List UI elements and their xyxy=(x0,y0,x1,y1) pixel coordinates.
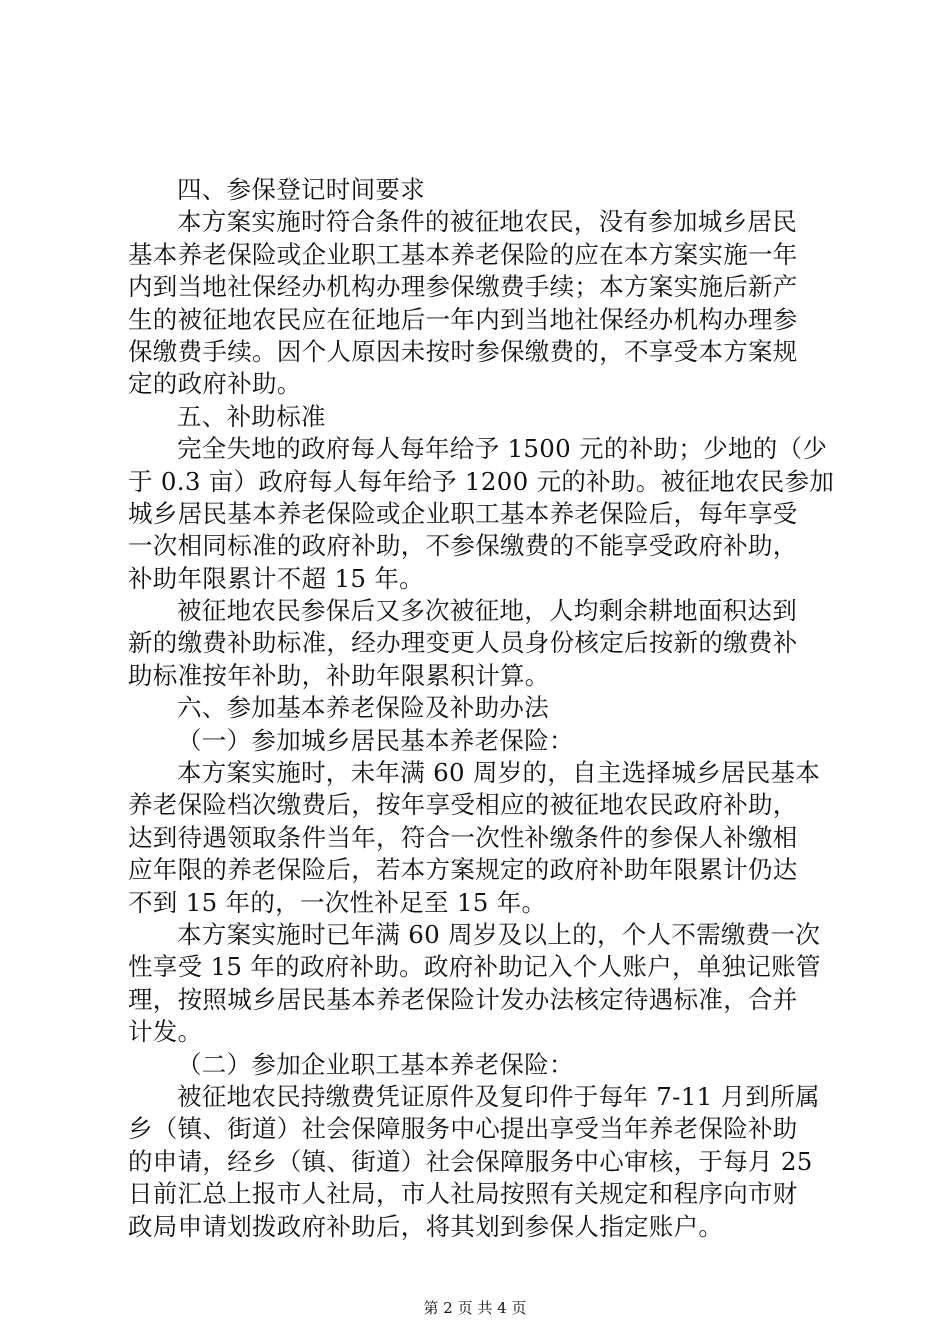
paragraph-line: 基本养老保险或企业职工基本养老保险的应在本方案实施一年 xyxy=(128,239,798,269)
page-number-footer: 第 2 页 共 4 页 xyxy=(423,1299,527,1317)
paragraph-line: 理，按照城乡居民基本养老保险计发办法核定待遇标准，合并 xyxy=(128,984,798,1014)
paragraph-line: 性享受 15 年的政府补助。政府补助记入个人账户，单独记账管 xyxy=(128,952,821,982)
paragraph-line: 被征地农民持缴费凭证原件及复印件于每年 7-11 月到所属 xyxy=(177,1081,820,1111)
section-heading: 四、参保登记时间要求 xyxy=(177,175,425,204)
paragraph-line: 日前汇总上报市人社局，市人社局按照有关规定和程序向市财 xyxy=(128,1179,798,1209)
paragraph-line: 本方案实施时已年满 60 周岁及以上的，个人不需缴费一次 xyxy=(177,919,821,949)
paragraph-line: 乡（镇、街道）社会保障服务中心提出享受当年养老保险补助 xyxy=(128,1114,798,1144)
paragraph-line: 城乡居民基本养老保险或企业职工基本养老保险后，每年享受 xyxy=(128,498,798,528)
paragraph-line: 政局申请划拨政府补助后，将其划到参保人指定账户。 xyxy=(128,1211,724,1241)
paragraph-line: 被征地农民参保后又多次被征地，人均剩余耕地面积达到 xyxy=(177,596,797,626)
paragraph-line: 达到待遇领取条件当年，符合一次性补缴条件的参保人补缴相 xyxy=(128,822,798,852)
paragraph-line: 计发。 xyxy=(128,1017,203,1047)
section-heading: 六、参加基本养老保险及补助办法 xyxy=(177,693,549,723)
section-heading: 五、补助标准 xyxy=(177,401,326,431)
paragraph-line: 保缴费手续。因个人原因未按时参保缴费的，不享受本方案规 xyxy=(128,336,798,366)
paragraph-line: 养老保险档次缴费后，按年享受相应的被征地农民政府补助， xyxy=(128,790,798,820)
paragraph-line: 内到当地社保经办机构办理参保缴费手续；本方案实施后新产 xyxy=(128,272,798,302)
document-body xyxy=(128,174,835,1243)
subsection-heading: （一）参加城乡居民基本养老保险： xyxy=(177,725,574,755)
paragraph-line: 本方案实施时，未年满 60 周岁的，自主选择城乡居民基本 xyxy=(177,758,821,788)
paragraph-line: 的申请，经乡（镇、街道）社会保障服务中心审核，于每月 25 xyxy=(128,1146,813,1176)
paragraph-line: 本方案实施时符合条件的被征地农民，没有参加城乡居民 xyxy=(177,207,797,237)
paragraph-line: 生的被征地农民应在征地后一年内到当地社保经办机构办理参 xyxy=(128,304,798,334)
paragraph-line: 一次相同标准的政府补助，不参保缴费的不能享受政府补助， xyxy=(128,531,798,561)
paragraph-line: 新的缴费补助标准，经办理变更人员身份核定后按新的缴费补 xyxy=(128,628,798,658)
paragraph-line: 应年限的养老保险后，若本方案规定的政府补助年限累计仍达 xyxy=(128,855,798,885)
subsection-heading: （二）参加企业职工基本养老保险： xyxy=(177,1049,574,1079)
paragraph-line: 不到 15 年的，一次性补足至 15 年。 xyxy=(128,887,547,917)
paragraph-line: 助标准按年补助，补助年限累积计算。 xyxy=(128,660,550,690)
paragraph-line: 完全失地的政府每人每年给予 1500 元的补助；少地的（少 xyxy=(177,434,828,464)
paragraph-line: 于 0.3 亩）政府每人每年给予 1200 元的补助。被征地农民参加 xyxy=(128,466,835,496)
paragraph-line: 定的政府补助。 xyxy=(128,369,302,399)
paragraph-line: 补助年限累计不超 15 年。 xyxy=(128,563,424,593)
